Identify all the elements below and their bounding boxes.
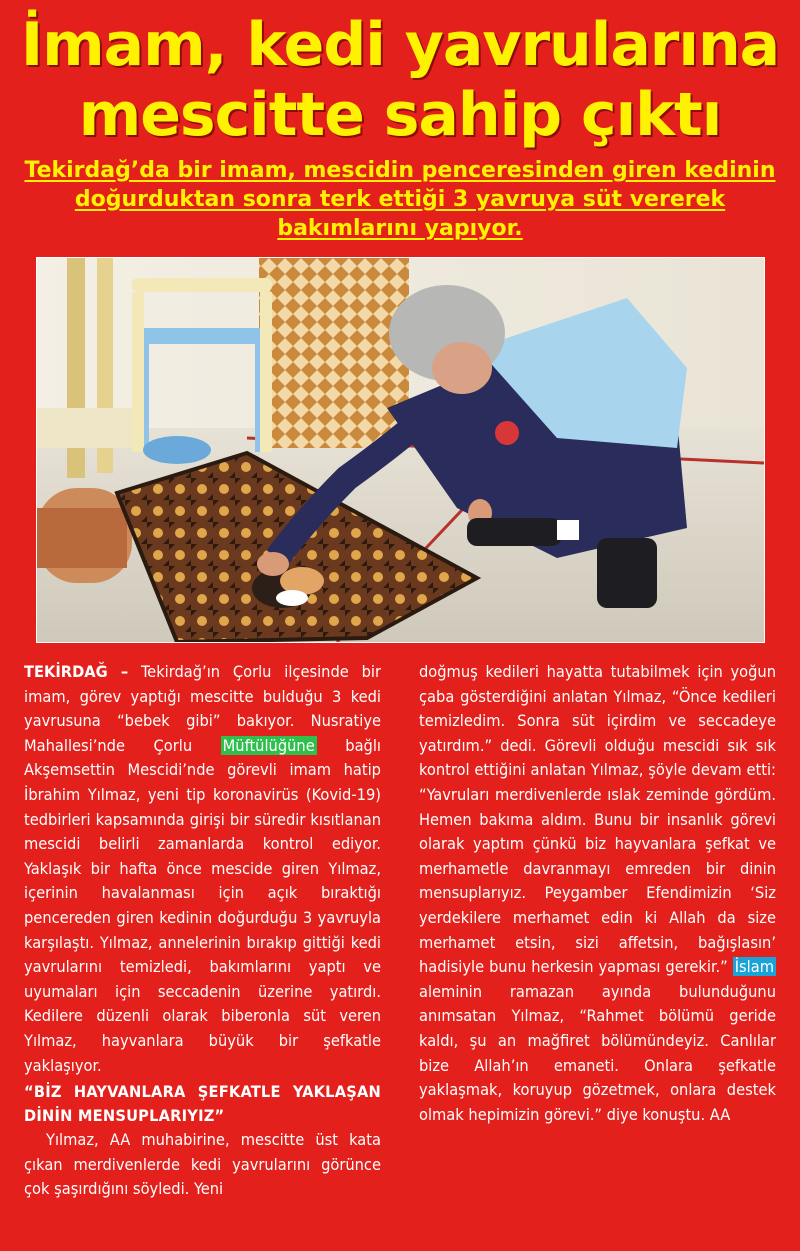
highlight-islam-link[interactable]: İslam [734, 957, 774, 977]
intro-text-a: Tekirdağ’ın Çorlu ilçesinde bir imam, görev yaptığı mescitte bulduğu 3 kedi yavrusuna “bebek gibi” bakıyor. Nusratiye Mahallesi’nde Çorlu [24, 662, 381, 755]
headline: İmam, kedi yavrularına mescitte sahip çıktı [20, 10, 780, 150]
highlight-mufti-link[interactable]: Müftülüğüne [222, 735, 315, 755]
dateline: TEKİRDAĞ – [24, 662, 129, 681]
intro-text-b: bağlı Akşemsettin Mescidi’nde görevli imam hatip İbrahim Yılmaz, yeni tip koronavirüs (Kovid-19) tedbirleri kapsamında girişi bir süredir kısıtlanan mescidi belirli zamanlarda kontrol ediyor. Yaklaşık bir hafta önce mescide giren Yılmaz, içerinin havalanması için açık bıraktığı pencereden giren kedinin doğurduğu 3 yavruyla karşılaştı. Yılmaz, annelerinin bırakıp gittiği kedi yavrularını temizledi, bakımlarını yaptı ve uyumaları için seccadenin üzerine yatırdı. Kedilere düzenli olarak biberonla süt veren Yılmaz, hayvanlara büyük bir şefkatle yaklaşıyor. [24, 735, 381, 1075]
quote-text-b: aleminin ramazan ayında bulunduğunu anımsatan Yılmaz, “Rahmet bölümü geride kaldı, şu an mağfiret bölümündeyiz. Canlılar bize Allah’ın emaneti. Onlara şefkatle yaklaşmak, koruyup gözetmek, onlara destek olmak hepimizin görevi.” diye konuştu. AA [419, 981, 776, 1124]
article-body [24, 660, 776, 1245]
subheadline: Tekirdağ’da bir imam, mescidin penceresinden giren kedinin doğurduktan sonra terk ettiği 3 yavruya süt vererek bakımlarını yapıyor. [24, 158, 776, 241]
paragraph-intro [24, 660, 381, 1078]
article-photo [36, 257, 765, 643]
paragraph-second: Yılmaz, AA muhabirine, mescitte üst kata çıkan merdivenlerde kedi yavrularını görünce çok şaşırdığını söyledi. Yeni [24, 1130, 381, 1199]
section-subtitle: “BİZ HAYVANLARA ŞEFKATLE YAKLAŞAN DİNİN MENSUPLARIYIZ” [24, 1082, 381, 1126]
column-left [24, 660, 381, 1245]
quote-text-a: doğmuş kedileri hayatta tutabilmek için yoğun çaba gösterdiğini anlatan Yılmaz, “Önce kedileri temizledim. Sonra süt içirdim ve seccadeye yatırdım.” dedi. Görevli olduğu mescidi sık sık kontrol ettiğini anlatan Yılmaz, şöyle devam etti: “Yavruları merdivenlerde ıslak zeminde gördüm. Hemen bakıma aldım. Bunu bir insanlık görevi olarak yaptım çünkü biz hayvanlara şefkat ve merhametle davranmayı emreden bir dinin mensuplarıyız. Peygamber Efendimizin ‘Siz yerdekilere merhamet edin ki Allah da size merhamet etsin, sizi affetsin, bağışlasın’ hadisiyle bunu herkesin yapması gerekir.” [419, 662, 776, 977]
paragraph-quote [419, 660, 776, 1127]
column-right [419, 660, 776, 1245]
